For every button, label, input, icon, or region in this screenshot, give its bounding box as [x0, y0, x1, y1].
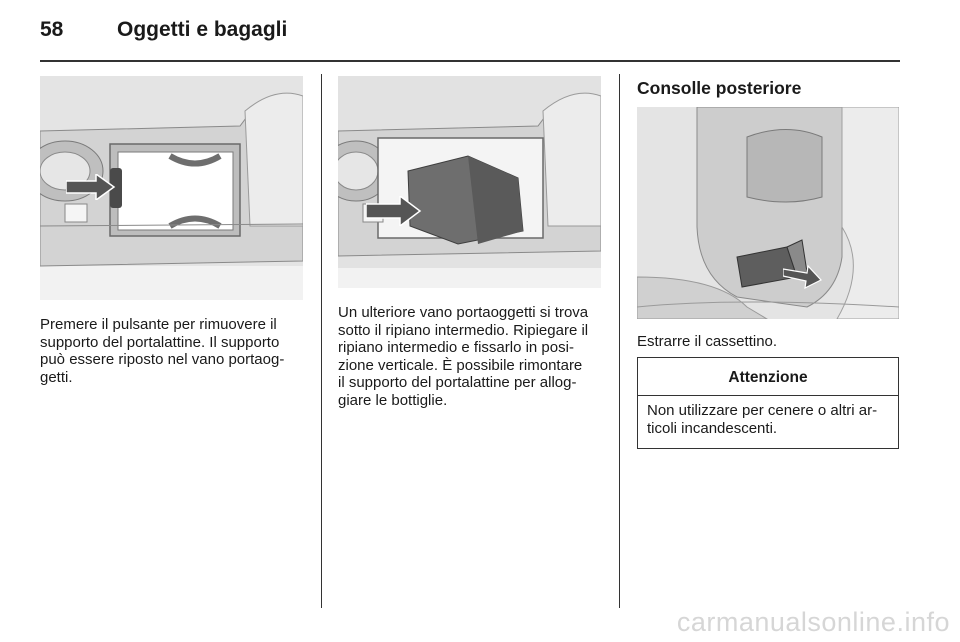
rear-console-drawer-illustration [637, 107, 899, 319]
page-number: 58 [40, 18, 64, 41]
paragraph-cup-holder: Premere il pulsante per rimuovere il supporto del portalattine. Il supporto può essere riposto nel vano portaog- getti. [40, 316, 285, 386]
paragraph-drawer: Estrarre il cassettino. [637, 333, 778, 350]
storage-compartment-illustration [338, 76, 601, 288]
arrow-right-icon [66, 174, 116, 200]
warning-text: Non utilizzare per cenere o altri ar- ticoli incandescenti. [647, 402, 878, 437]
watermark: carmanualsonline.info [676, 607, 950, 637]
header-rule [40, 60, 900, 62]
section-heading: Consolle posteriore [637, 78, 802, 98]
paragraph-storage: Un ulteriore vano portaoggetti si trova sotto il ripiano intermedio. Ripiegare il ripiano intermedio e fissarlo in posi- zione verticale. È possibile rimontare il supporto del portalattine per allog- giare le bottiglie. [338, 304, 589, 409]
cup-holder-removal-illustration [40, 76, 303, 300]
arrow-right-icon [366, 196, 422, 226]
arrow-right-icon [783, 263, 823, 289]
column-divider [321, 74, 322, 608]
page-header [40, 18, 900, 58]
warning-box [637, 357, 899, 449]
column-divider [619, 74, 620, 608]
page-title: Oggetti e bagagli [117, 18, 288, 41]
warning-title: Attenzione [638, 358, 898, 396]
